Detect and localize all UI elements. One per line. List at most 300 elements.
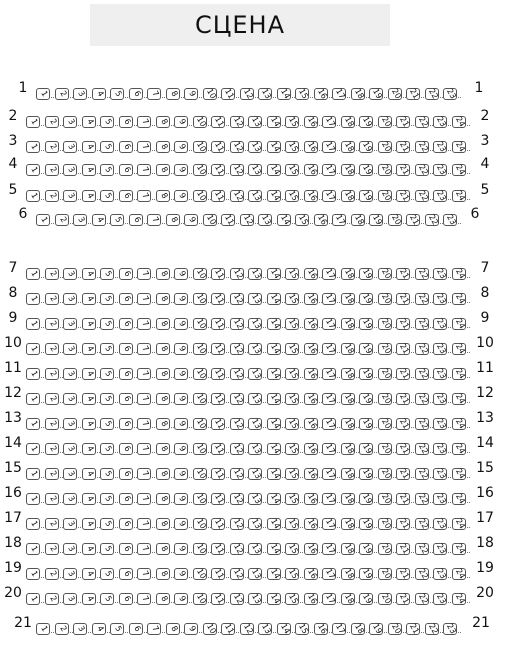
- seat-button[interactable]: [285, 518, 299, 530]
- seat-button[interactable]: [267, 568, 281, 580]
- seat-button[interactable]: [304, 116, 318, 128]
- seat-button[interactable]: [119, 141, 133, 153]
- seat-button[interactable]: [248, 164, 262, 176]
- seat-button[interactable]: [248, 368, 262, 380]
- seat-button[interactable]: [240, 623, 254, 635]
- seat-button[interactable]: [119, 418, 133, 430]
- seat-button[interactable]: [174, 568, 188, 580]
- seat-button[interactable]: [137, 190, 151, 202]
- seat-button[interactable]: [332, 214, 346, 226]
- seat-button[interactable]: [314, 214, 328, 226]
- seat-button[interactable]: [63, 164, 77, 176]
- seat-button[interactable]: [211, 318, 225, 330]
- seat-button[interactable]: [137, 443, 151, 455]
- seat-button[interactable]: [193, 343, 207, 355]
- seat-button[interactable]: [267, 293, 281, 305]
- seat-button[interactable]: [193, 190, 207, 202]
- seat-button[interactable]: [230, 141, 244, 153]
- seat-button[interactable]: [45, 543, 59, 555]
- seat-button[interactable]: [341, 293, 355, 305]
- seat-button[interactable]: [119, 568, 133, 580]
- seat-button[interactable]: [452, 343, 466, 355]
- seat-button[interactable]: [230, 268, 244, 280]
- seat-button[interactable]: [415, 493, 429, 505]
- seat-button[interactable]: [174, 368, 188, 380]
- seat-button[interactable]: [267, 468, 281, 480]
- seat-button[interactable]: [359, 141, 373, 153]
- seat-button[interactable]: [26, 318, 40, 330]
- seat-button[interactable]: [285, 568, 299, 580]
- seat-button[interactable]: [211, 543, 225, 555]
- seat-button[interactable]: [73, 88, 87, 100]
- seat-button[interactable]: [285, 543, 299, 555]
- seat-button[interactable]: [174, 593, 188, 605]
- seat-button[interactable]: [277, 214, 291, 226]
- seat-button[interactable]: [285, 493, 299, 505]
- seat-button[interactable]: [156, 468, 170, 480]
- seat-button[interactable]: [211, 593, 225, 605]
- seat-button[interactable]: [341, 493, 355, 505]
- seat-button[interactable]: [322, 443, 336, 455]
- seat-button[interactable]: [137, 343, 151, 355]
- seat-button[interactable]: [26, 343, 40, 355]
- seat-button[interactable]: [137, 268, 151, 280]
- seat-button[interactable]: [452, 468, 466, 480]
- seat-button[interactable]: [82, 318, 96, 330]
- seat-button[interactable]: [55, 88, 69, 100]
- seat-button[interactable]: [369, 623, 383, 635]
- seat-button[interactable]: [258, 214, 272, 226]
- seat-button[interactable]: [314, 623, 328, 635]
- seat-button[interactable]: [82, 116, 96, 128]
- seat-button[interactable]: [100, 418, 114, 430]
- seat-button[interactable]: [248, 568, 262, 580]
- seat-button[interactable]: [341, 164, 355, 176]
- seat-button[interactable]: [248, 418, 262, 430]
- seat-button[interactable]: [304, 343, 318, 355]
- seat-button[interactable]: [63, 318, 77, 330]
- seat-button[interactable]: [304, 543, 318, 555]
- seat-button[interactable]: [174, 443, 188, 455]
- seat-button[interactable]: [230, 318, 244, 330]
- seat-button[interactable]: [415, 593, 429, 605]
- seat-button[interactable]: [248, 493, 262, 505]
- seat-button[interactable]: [378, 493, 392, 505]
- seat-button[interactable]: [110, 623, 124, 635]
- seat-button[interactable]: [406, 214, 420, 226]
- seat-button[interactable]: [267, 493, 281, 505]
- seat-button[interactable]: [415, 568, 429, 580]
- seat-button[interactable]: [230, 493, 244, 505]
- seat-button[interactable]: [230, 343, 244, 355]
- seat-button[interactable]: [45, 116, 59, 128]
- seat-button[interactable]: [369, 214, 383, 226]
- seat-button[interactable]: [304, 190, 318, 202]
- seat-button[interactable]: [119, 443, 133, 455]
- seat-button[interactable]: [406, 88, 420, 100]
- seat-button[interactable]: [63, 443, 77, 455]
- seat-button[interactable]: [314, 88, 328, 100]
- seat-button[interactable]: [137, 141, 151, 153]
- seat-button[interactable]: [211, 268, 225, 280]
- seat-button[interactable]: [193, 268, 207, 280]
- seat-button[interactable]: [100, 468, 114, 480]
- seat-button[interactable]: [415, 368, 429, 380]
- seat-button[interactable]: [110, 214, 124, 226]
- seat-button[interactable]: [396, 368, 410, 380]
- seat-button[interactable]: [63, 393, 77, 405]
- seat-button[interactable]: [147, 88, 161, 100]
- seat-button[interactable]: [396, 190, 410, 202]
- seat-button[interactable]: [26, 468, 40, 480]
- seat-button[interactable]: [304, 393, 318, 405]
- seat-button[interactable]: [100, 518, 114, 530]
- seat-button[interactable]: [304, 268, 318, 280]
- seat-button[interactable]: [82, 468, 96, 480]
- seat-button[interactable]: [82, 543, 96, 555]
- seat-button[interactable]: [100, 190, 114, 202]
- seat-button[interactable]: [285, 190, 299, 202]
- seat-button[interactable]: [341, 268, 355, 280]
- seat-button[interactable]: [119, 343, 133, 355]
- seat-button[interactable]: [156, 368, 170, 380]
- seat-button[interactable]: [304, 568, 318, 580]
- seat-button[interactable]: [193, 493, 207, 505]
- seat-button[interactable]: [63, 141, 77, 153]
- seat-button[interactable]: [137, 393, 151, 405]
- seat-button[interactable]: [378, 116, 392, 128]
- seat-button[interactable]: [203, 214, 217, 226]
- seat-button[interactable]: [285, 443, 299, 455]
- seat-button[interactable]: [193, 543, 207, 555]
- seat-button[interactable]: [277, 623, 291, 635]
- seat-button[interactable]: [230, 568, 244, 580]
- seat-button[interactable]: [378, 141, 392, 153]
- seat-button[interactable]: [193, 116, 207, 128]
- seat-button[interactable]: [63, 343, 77, 355]
- seat-button[interactable]: [82, 518, 96, 530]
- seat-button[interactable]: [156, 443, 170, 455]
- seat-button[interactable]: [119, 268, 133, 280]
- seat-button[interactable]: [258, 623, 272, 635]
- seat-button[interactable]: [341, 318, 355, 330]
- seat-button[interactable]: [267, 543, 281, 555]
- seat-button[interactable]: [82, 493, 96, 505]
- seat-button[interactable]: [100, 293, 114, 305]
- seat-button[interactable]: [396, 318, 410, 330]
- seat-button[interactable]: [396, 268, 410, 280]
- seat-button[interactable]: [45, 368, 59, 380]
- seat-button[interactable]: [26, 368, 40, 380]
- seat-button[interactable]: [156, 116, 170, 128]
- seat-button[interactable]: [378, 518, 392, 530]
- seat-button[interactable]: [285, 418, 299, 430]
- seat-button[interactable]: [359, 368, 373, 380]
- seat-button[interactable]: [137, 493, 151, 505]
- seat-button[interactable]: [396, 518, 410, 530]
- seat-button[interactable]: [100, 443, 114, 455]
- seat-button[interactable]: [211, 141, 225, 153]
- seat-button[interactable]: [221, 214, 235, 226]
- seat-button[interactable]: [359, 393, 373, 405]
- seat-button[interactable]: [137, 164, 151, 176]
- seat-button[interactable]: [137, 293, 151, 305]
- seat-button[interactable]: [285, 268, 299, 280]
- seat-button[interactable]: [285, 293, 299, 305]
- seat-button[interactable]: [359, 493, 373, 505]
- seat-button[interactable]: [452, 493, 466, 505]
- seat-button[interactable]: [378, 443, 392, 455]
- seat-button[interactable]: [304, 293, 318, 305]
- seat-button[interactable]: [26, 393, 40, 405]
- seat-button[interactable]: [322, 393, 336, 405]
- seat-button[interactable]: [63, 268, 77, 280]
- seat-button[interactable]: [82, 293, 96, 305]
- seat-button[interactable]: [378, 293, 392, 305]
- seat-button[interactable]: [193, 443, 207, 455]
- seat-button[interactable]: [174, 318, 188, 330]
- seat-button[interactable]: [248, 443, 262, 455]
- seat-button[interactable]: [156, 190, 170, 202]
- seat-button[interactable]: [248, 293, 262, 305]
- seat-button[interactable]: [137, 418, 151, 430]
- seat-button[interactable]: [193, 568, 207, 580]
- seat-button[interactable]: [341, 393, 355, 405]
- seat-button[interactable]: [322, 164, 336, 176]
- seat-button[interactable]: [433, 568, 447, 580]
- seat-button[interactable]: [452, 393, 466, 405]
- seat-button[interactable]: [267, 318, 281, 330]
- seat-button[interactable]: [443, 214, 457, 226]
- seat-button[interactable]: [396, 493, 410, 505]
- seat-button[interactable]: [193, 318, 207, 330]
- seat-button[interactable]: [193, 393, 207, 405]
- seat-button[interactable]: [82, 393, 96, 405]
- seat-button[interactable]: [211, 468, 225, 480]
- seat-button[interactable]: [26, 268, 40, 280]
- seat-button[interactable]: [184, 214, 198, 226]
- seat-button[interactable]: [137, 543, 151, 555]
- seat-button[interactable]: [322, 518, 336, 530]
- seat-button[interactable]: [119, 368, 133, 380]
- seat-button[interactable]: [248, 468, 262, 480]
- seat-button[interactable]: [119, 164, 133, 176]
- seat-button[interactable]: [193, 593, 207, 605]
- seat-button[interactable]: [341, 116, 355, 128]
- seat-button[interactable]: [341, 468, 355, 480]
- seat-button[interactable]: [193, 418, 207, 430]
- seat-button[interactable]: [378, 543, 392, 555]
- seat-button[interactable]: [396, 116, 410, 128]
- seat-button[interactable]: [230, 293, 244, 305]
- seat-button[interactable]: [378, 468, 392, 480]
- seat-button[interactable]: [396, 141, 410, 153]
- seat-button[interactable]: [396, 393, 410, 405]
- seat-button[interactable]: [304, 141, 318, 153]
- seat-button[interactable]: [100, 493, 114, 505]
- seat-button[interactable]: [433, 318, 447, 330]
- seat-button[interactable]: [452, 418, 466, 430]
- seat-button[interactable]: [230, 543, 244, 555]
- seat-button[interactable]: [267, 518, 281, 530]
- seat-button[interactable]: [267, 116, 281, 128]
- seat-button[interactable]: [211, 443, 225, 455]
- seat-button[interactable]: [26, 164, 40, 176]
- seat-button[interactable]: [267, 593, 281, 605]
- seat-button[interactable]: [452, 368, 466, 380]
- seat-button[interactable]: [248, 543, 262, 555]
- seat-button[interactable]: [203, 623, 217, 635]
- seat-button[interactable]: [322, 141, 336, 153]
- seat-button[interactable]: [322, 493, 336, 505]
- seat-button[interactable]: [322, 268, 336, 280]
- seat-button[interactable]: [248, 190, 262, 202]
- seat-button[interactable]: [322, 468, 336, 480]
- seat-button[interactable]: [304, 164, 318, 176]
- seat-button[interactable]: [63, 593, 77, 605]
- seat-button[interactable]: [100, 343, 114, 355]
- seat-button[interactable]: [341, 593, 355, 605]
- seat-button[interactable]: [415, 343, 429, 355]
- seat-button[interactable]: [45, 343, 59, 355]
- seat-button[interactable]: [100, 568, 114, 580]
- seat-button[interactable]: [193, 293, 207, 305]
- seat-button[interactable]: [45, 190, 59, 202]
- seat-button[interactable]: [45, 418, 59, 430]
- seat-button[interactable]: [92, 623, 106, 635]
- seat-button[interactable]: [322, 368, 336, 380]
- seat-button[interactable]: [388, 88, 402, 100]
- seat-button[interactable]: [63, 493, 77, 505]
- seat-button[interactable]: [45, 141, 59, 153]
- seat-button[interactable]: [341, 141, 355, 153]
- seat-button[interactable]: [137, 116, 151, 128]
- seat-button[interactable]: [415, 268, 429, 280]
- seat-button[interactable]: [73, 623, 87, 635]
- seat-button[interactable]: [359, 318, 373, 330]
- seat-button[interactable]: [388, 623, 402, 635]
- seat-button[interactable]: [267, 164, 281, 176]
- seat-button[interactable]: [174, 468, 188, 480]
- seat-button[interactable]: [248, 393, 262, 405]
- seat-button[interactable]: [433, 443, 447, 455]
- seat-button[interactable]: [322, 418, 336, 430]
- seat-button[interactable]: [378, 418, 392, 430]
- seat-button[interactable]: [359, 418, 373, 430]
- seat-button[interactable]: [359, 443, 373, 455]
- seat-button[interactable]: [452, 293, 466, 305]
- seat-button[interactable]: [267, 418, 281, 430]
- seat-button[interactable]: [396, 443, 410, 455]
- seat-button[interactable]: [166, 623, 180, 635]
- seat-button[interactable]: [119, 518, 133, 530]
- seat-button[interactable]: [433, 468, 447, 480]
- seat-button[interactable]: [267, 368, 281, 380]
- seat-button[interactable]: [359, 293, 373, 305]
- seat-button[interactable]: [26, 418, 40, 430]
- seat-button[interactable]: [433, 293, 447, 305]
- seat-button[interactable]: [304, 318, 318, 330]
- seat-button[interactable]: [156, 568, 170, 580]
- seat-button[interactable]: [443, 623, 457, 635]
- seat-button[interactable]: [267, 443, 281, 455]
- seat-button[interactable]: [425, 623, 439, 635]
- seat-button[interactable]: [26, 116, 40, 128]
- seat-button[interactable]: [359, 164, 373, 176]
- seat-button[interactable]: [45, 443, 59, 455]
- seat-button[interactable]: [36, 623, 50, 635]
- seat-button[interactable]: [45, 593, 59, 605]
- seat-button[interactable]: [433, 418, 447, 430]
- seat-button[interactable]: [304, 493, 318, 505]
- seat-button[interactable]: [240, 88, 254, 100]
- seat-button[interactable]: [267, 268, 281, 280]
- seat-button[interactable]: [36, 88, 50, 100]
- seat-button[interactable]: [92, 214, 106, 226]
- seat-button[interactable]: [119, 493, 133, 505]
- seat-button[interactable]: [341, 543, 355, 555]
- seat-button[interactable]: [359, 190, 373, 202]
- seat-button[interactable]: [174, 418, 188, 430]
- seat-button[interactable]: [341, 443, 355, 455]
- seat-button[interactable]: [63, 116, 77, 128]
- seat-button[interactable]: [378, 164, 392, 176]
- seat-button[interactable]: [359, 116, 373, 128]
- seat-button[interactable]: [100, 593, 114, 605]
- seat-button[interactable]: [433, 268, 447, 280]
- seat-button[interactable]: [230, 418, 244, 430]
- seat-button[interactable]: [156, 318, 170, 330]
- seat-button[interactable]: [396, 293, 410, 305]
- seat-button[interactable]: [322, 318, 336, 330]
- seat-button[interactable]: [452, 190, 466, 202]
- seat-button[interactable]: [45, 568, 59, 580]
- seat-button[interactable]: [433, 518, 447, 530]
- seat-button[interactable]: [396, 543, 410, 555]
- seat-button[interactable]: [211, 568, 225, 580]
- seat-button[interactable]: [415, 468, 429, 480]
- seat-button[interactable]: [425, 88, 439, 100]
- seat-button[interactable]: [359, 543, 373, 555]
- seat-button[interactable]: [26, 141, 40, 153]
- seat-button[interactable]: [359, 593, 373, 605]
- seat-button[interactable]: [295, 623, 309, 635]
- seat-button[interactable]: [82, 268, 96, 280]
- seat-button[interactable]: [193, 468, 207, 480]
- seat-button[interactable]: [267, 343, 281, 355]
- seat-button[interactable]: [341, 368, 355, 380]
- seat-button[interactable]: [26, 568, 40, 580]
- seat-button[interactable]: [45, 318, 59, 330]
- seat-button[interactable]: [55, 623, 69, 635]
- seat-button[interactable]: [221, 88, 235, 100]
- seat-button[interactable]: [433, 164, 447, 176]
- seat-button[interactable]: [452, 543, 466, 555]
- seat-button[interactable]: [248, 343, 262, 355]
- seat-button[interactable]: [211, 518, 225, 530]
- seat-button[interactable]: [156, 493, 170, 505]
- seat-button[interactable]: [119, 593, 133, 605]
- seat-button[interactable]: [82, 418, 96, 430]
- seat-button[interactable]: [119, 543, 133, 555]
- seat-button[interactable]: [332, 88, 346, 100]
- seat-button[interactable]: [137, 518, 151, 530]
- seat-button[interactable]: [82, 368, 96, 380]
- seat-button[interactable]: [63, 368, 77, 380]
- seat-button[interactable]: [26, 493, 40, 505]
- seat-button[interactable]: [129, 214, 143, 226]
- seat-button[interactable]: [193, 164, 207, 176]
